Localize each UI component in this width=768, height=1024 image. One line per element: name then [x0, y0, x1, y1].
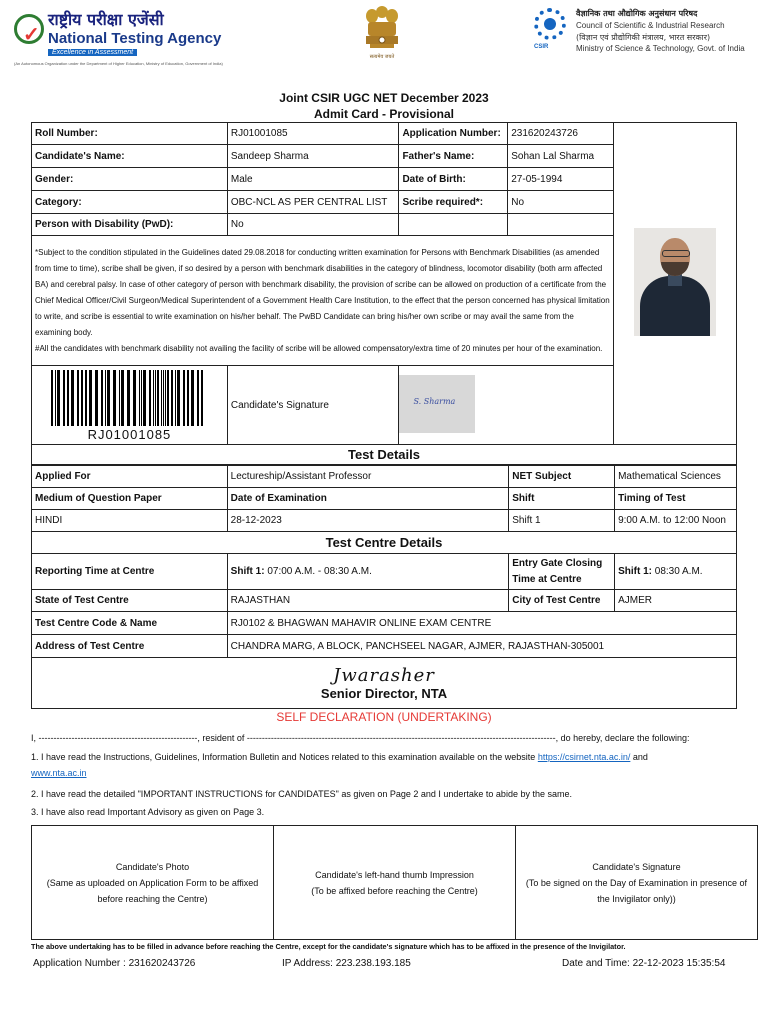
exam-date-label: Date of Examination — [227, 488, 509, 510]
declaration-line-1 — [31, 752, 648, 762]
pwd-value: No — [227, 214, 399, 236]
code-value: RJ0102 & BHAGWAN MAHAVIR ONLINE EXAM CENTRE — [227, 612, 736, 635]
page-header — [0, 0, 768, 80]
name-value: Sandeep Sharma — [227, 145, 399, 168]
reporting-time: 07:00 A.M. - 08:30 A.M. — [267, 566, 372, 577]
address-label: Address of Test Centre — [32, 635, 228, 658]
applied-for-value: Lectureship/Assistant Professor — [227, 466, 509, 488]
reporting-label: Reporting Time at Centre — [32, 554, 228, 590]
declaration-and: and — [632, 752, 648, 762]
father-label: Father's Name: — [399, 145, 508, 168]
declaration-line-1b — [31, 768, 87, 778]
director-cell — [32, 658, 737, 709]
category-label: Category: — [32, 191, 228, 214]
thumb-box-title: Candidate's left-hand thumb Impression — [315, 869, 474, 880]
csirnet-link[interactable]: https://csirnet.nta.ac.in/ — [537, 752, 631, 762]
nta-tagline: Excellence in Assessment — [48, 49, 137, 56]
reporting-shift: Shift 1: — [230, 566, 265, 577]
reporting-value — [227, 554, 509, 590]
footer-datetime: Date and Time: 22-12-2023 15:35:54 — [562, 958, 726, 969]
nta-hindi-name: राष्ट्रीय परीक्षा एजेंसी — [48, 10, 164, 29]
csir-gear-icon — [534, 8, 566, 40]
nta-subtitle: (An Autonomous Organization under the Department of Higher Education, Ministry of Education, Government of India) — [14, 61, 223, 66]
state-value: RAJASTHAN — [227, 590, 509, 612]
gate-label: Entry Gate Closing Time at Centre — [509, 554, 615, 590]
scribe-value: No — [508, 191, 614, 214]
scribe-label: Scribe required*: — [399, 191, 508, 214]
roll-value: RJ01001085 — [227, 123, 399, 145]
medium-value: HINDI — [32, 510, 228, 532]
city-label: City of Test Centre — [509, 590, 615, 612]
medium-label: Medium of Question Paper — [32, 488, 228, 510]
applied-for-label: Applied For — [32, 466, 228, 488]
photo-box-title: Candidate's Photo — [115, 861, 190, 872]
director-title: Senior Director, NTA — [320, 686, 448, 701]
nta-name: National Testing Agency — [48, 30, 222, 47]
declaration-line-2: 2. I have read the detailed "IMPORTANT INSTRUCTIONS for CANDIDATES" as given on Page 2 and I undertake to abide by the same. — [31, 789, 572, 799]
city-value: AJMER — [615, 590, 737, 612]
candidate-signature-image: S. Sharma — [399, 375, 475, 433]
scribe-note — [32, 236, 614, 366]
photo-box-note: (Same as uploaded on Application Form to be affixed before reaching the Centre) — [46, 877, 259, 904]
signature-box-title: Candidate's Signature — [592, 861, 681, 872]
director-signature: Jwarasher — [333, 665, 435, 686]
signature-cell — [399, 366, 614, 445]
candidate-photo — [634, 228, 716, 336]
timing-label: Timing of Test — [615, 488, 737, 510]
name-label: Candidate's Name: — [32, 145, 228, 168]
scribe-note-2: #All the candidates with benchmark disability not availing the facility of scribe will be allowed compensatory/extra time of 20 minutes per hour of the examination. — [35, 343, 603, 353]
barcode-cell — [32, 366, 228, 445]
undertaking-footnote: The above undertaking has to be filled in advance before reaching the Centre, except for the candidate's signature which has to be affixed in the presence of the Invigilator. — [31, 942, 626, 951]
candidate-table — [31, 122, 737, 465]
exam-date-value: 28-12-2023 — [227, 510, 509, 532]
csir-logo — [534, 6, 764, 66]
dob-value: 27-05-1994 — [508, 168, 614, 191]
footer-application-number: Application Number : 231620243726 — [33, 958, 196, 969]
father-value: Sohan Lal Sharma — [508, 145, 614, 168]
address-value: CHANDRA MARG, A BLOCK, PANCHSEEL NAGAR, AJMER, RAJASTHAN-305001 — [227, 635, 736, 658]
self-declaration-heading: SELF DECLARATION (UNDERTAKING) — [276, 710, 492, 724]
photo-box — [32, 826, 274, 940]
csir-hindi-name: वैज्ञानिक तथा औद्योगिक अनुसंधान परिषद — [576, 9, 698, 18]
net-subject-label: NET Subject — [509, 466, 615, 488]
national-emblem-icon — [360, 4, 404, 62]
candidate-signature-label: Candidate's Signature — [227, 366, 399, 445]
shift-value: Shift 1 — [509, 510, 615, 532]
category-value: OBC-NCL AS PER CENTRAL LIST — [227, 191, 399, 214]
barcode-icon — [49, 370, 209, 426]
shift-label: Shift — [509, 488, 615, 510]
gender-label: Gender: — [32, 168, 228, 191]
thumb-box — [274, 826, 516, 940]
thumb-box-note: (To be affixed before reaching the Centre) — [311, 885, 478, 896]
test-details-heading: Test Details — [32, 445, 737, 465]
csir-ministry-hindi: (विज्ञान एवं प्रौद्योगिकी मंत्रालय, भारत सरकार) — [576, 33, 711, 42]
signature-box-note: (To be signed on the Day of Examination in presence of the Invigilator only)) — [525, 877, 748, 904]
app-value: 231620243726 — [508, 123, 614, 145]
signature-box — [516, 826, 758, 940]
csir-name: Council of Scientific & Industrial Research — [576, 21, 725, 30]
net-subject-value: Mathematical Sciences — [615, 466, 737, 488]
test-centre-heading: Test Centre Details — [32, 532, 737, 554]
state-label: State of Test Centre — [32, 590, 228, 612]
page-subtitle: Admit Card - Provisional — [313, 107, 455, 121]
gender-value: Male — [227, 168, 399, 191]
app-label: Application Number: — [399, 123, 508, 145]
gate-value — [615, 554, 737, 590]
declaration-line-1-text: 1. I have read the Instructions, Guidelines, Information Bulletin and Notices related to this examination available on the website — [31, 752, 536, 762]
photo-cell — [614, 123, 737, 445]
code-label: Test Centre Code & Name — [32, 612, 228, 635]
affix-boxes — [31, 825, 758, 940]
dob-label: Date of Birth: — [399, 168, 508, 191]
csir-logo-label: CSIR — [534, 44, 549, 50]
timing-value: 9:00 A.M. to 12:00 Noon — [615, 510, 737, 532]
nta-check-icon: ✓ — [14, 14, 44, 44]
nta-logo — [14, 8, 223, 66]
nta-link[interactable]: www.nta.ac.in — [31, 768, 87, 778]
scribe-note-1: *Subject to the condition stipulated in the Guidelines dated 29.08.2018 for conducting written examination for Persons with Benchmark Disabilities (as amended from time to time), scribe shall be given, if so desired by a person with benchmark disabilities in the category of blindness, locomotor disability (both arm affected BA) and cerebral palsy. In case of other category of person with benchmark disability, the provision of scribe can be allowed on production of a certificate from the Chief Medical Officer/Civil Surgeon/Medical Superintendent of a Government Health Care Institution, to the effect that the person concerned has physical limitation to write, and scribe is essential to write examination on his/her behalf. The PwBD Candidate can bring his/her own scribe or may avail the same from the examining body. — [35, 247, 610, 337]
gate-shift: Shift 1: — [618, 566, 652, 577]
declaration-line-0: I, -----------------------------------------------------, resident of -------------------------------------------------------------------------------------------------------, do hereby, declare the following: — [31, 733, 690, 743]
emblem-caption: सत्यमेव जयते — [369, 54, 395, 60]
footer-ip-address: IP Address: 223.238.193.185 — [282, 958, 411, 969]
roll-label: Roll Number: — [32, 123, 228, 145]
test-details-table — [31, 465, 737, 709]
declaration-line-3: 3. I have also read Important Advisory as given on Page 3. — [31, 807, 265, 817]
gate-time: 08:30 A.M. — [654, 566, 703, 577]
pwd-label: Person with Disability (PwD): — [32, 214, 228, 236]
csir-ministry: Ministry of Science & Technology, Govt. of India — [576, 44, 745, 53]
page-title: Joint CSIR UGC NET December 2023 — [279, 91, 489, 105]
barcode-text: RJ01001085 — [87, 427, 172, 442]
